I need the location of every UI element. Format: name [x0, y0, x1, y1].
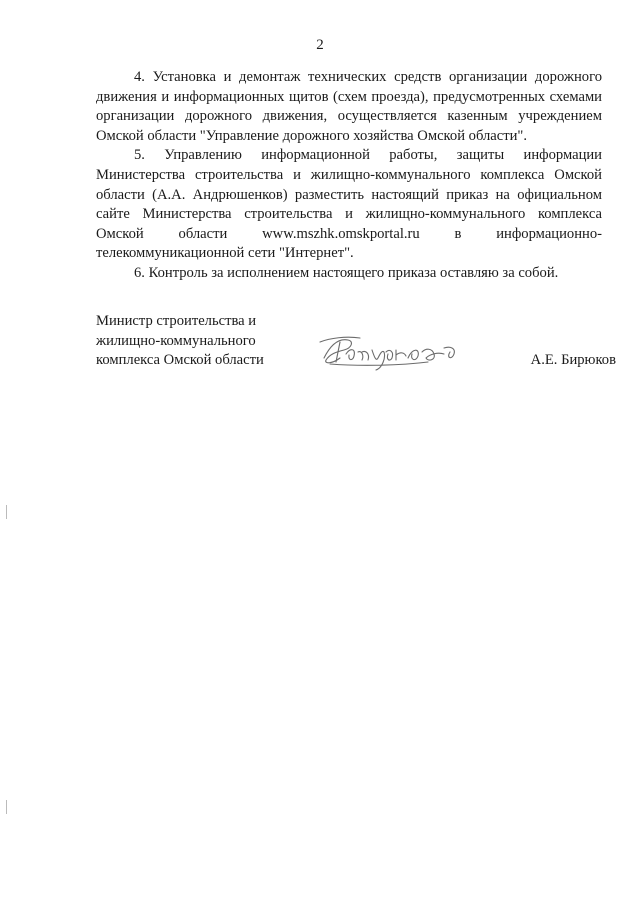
- page-number: 2: [316, 37, 324, 53]
- document-body: [96, 68, 602, 284]
- signatory-title-line: Министр строительства и: [96, 313, 257, 329]
- signatory-title-line: жилищно-коммунального: [96, 332, 256, 349]
- signatory-title-line: комплекса Омской области: [96, 352, 264, 369]
- scan-edge-mark: [6, 505, 7, 519]
- paragraph-item-5: 5. Управлению информационной работы, защиты информации Министерства строительства и жилищно-коммунального комплекса Омской области (А.А. Андрюшенков) разместить настоящий приказ на официальном сайте Министерства строительства и жилищно-коммунального комплекса Омской области www.mszhk.omskportal.ru в информационно-телекоммуникационной сети "Интернет".: [96, 147, 602, 262]
- signatory-name: А.Е. Бирюков: [530, 352, 616, 368]
- signature-block: [96, 312, 616, 382]
- handwritten-signature: [316, 328, 462, 372]
- signatory-title: [96, 312, 264, 371]
- paragraph-item-6: 6. Контроль за исполнением настоящего приказа оставляю за собой.: [134, 264, 559, 281]
- paragraph-item-4: 4. Установка и демонтаж технических средств организации дорожного движения и информационных щитов (схем проезда), предусмотренных схемами организации дорожного движения, осуществляется казенным учреждением Омской области "Управление дорожного хозяйства Омской области".: [96, 69, 602, 144]
- scan-edge-mark: [6, 800, 7, 814]
